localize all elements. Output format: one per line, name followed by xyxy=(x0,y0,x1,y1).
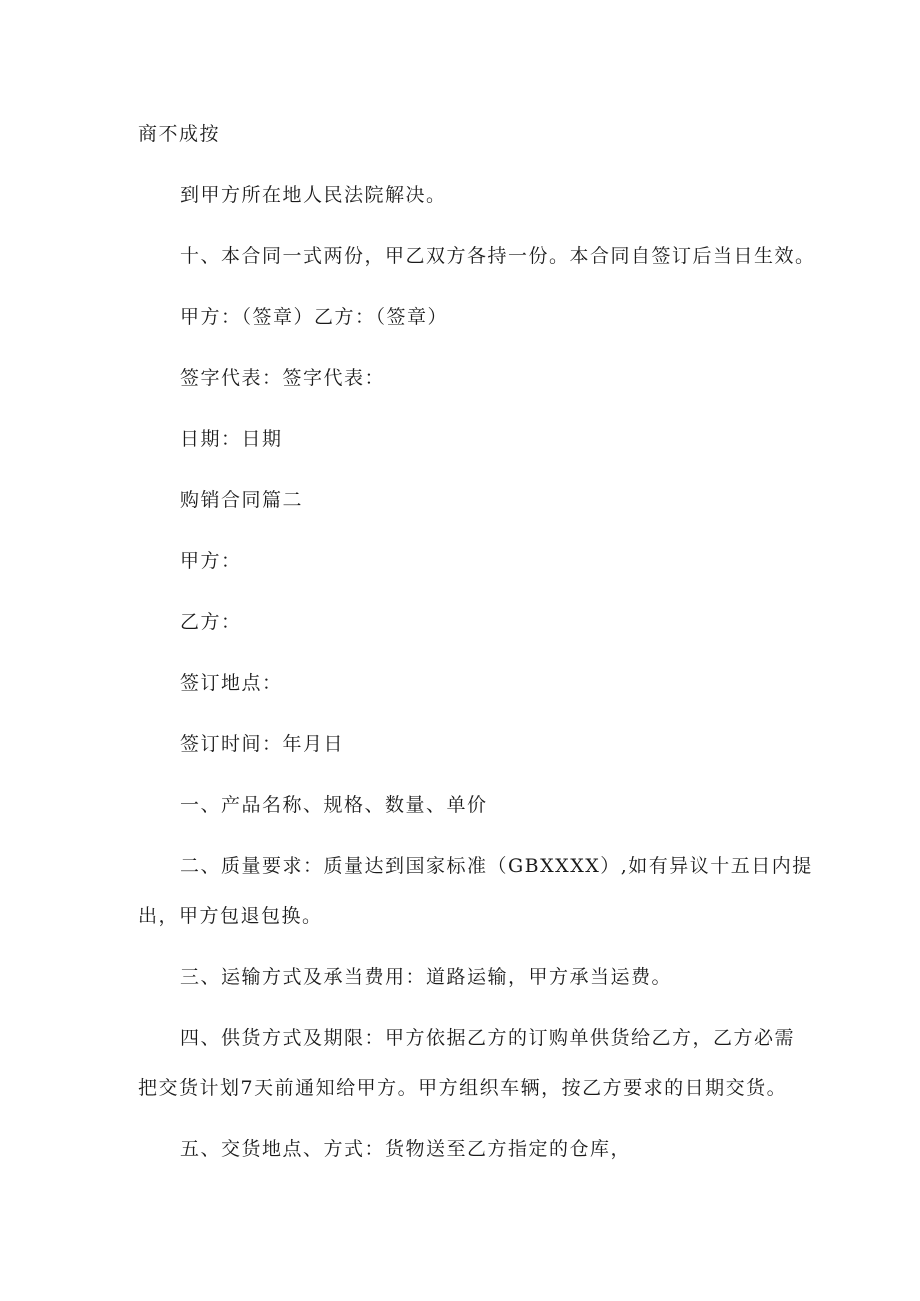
paragraph-line: 到甲方所在地人民法院解决。 xyxy=(180,184,447,206)
date-line: 日期：日期 xyxy=(180,428,283,450)
clause-line: 五、交货地点、方式：货物送至乙方指定的仓库， xyxy=(180,1138,632,1160)
clause-line: 三、运输方式及承当费用：道路运输，甲方承当运费。 xyxy=(180,966,673,988)
section-title: 购销合同篇二 xyxy=(180,489,304,511)
signing-place-line: 签订地点： xyxy=(180,672,283,694)
party-b-line: 乙方： xyxy=(180,611,242,633)
representative-line: 签字代表：签字代表： xyxy=(180,367,386,389)
paragraph-line: 商不成按 xyxy=(138,123,221,145)
clause-line: 出，甲方包退包换。 xyxy=(138,905,323,927)
clause-line: 二、质量要求：质量达到国家标准（GBXXXX）,如有异议十五日内提 xyxy=(180,855,813,877)
signing-time-line: 签订时间：年月日 xyxy=(180,733,345,755)
signature-line: 甲方：（签章）乙方：（签章） xyxy=(180,306,449,328)
clause-line: 一、产品名称、规格、数量、单价 xyxy=(180,794,488,816)
clause-line: 四、供货方式及期限：甲方依据乙方的订购单供货给乙方，乙方必需 xyxy=(180,1027,796,1049)
paragraph-line: 十、本合同一式两份，甲乙双方各持一份。本合同自签订后当日生效。 xyxy=(180,245,816,267)
clause-line: 把交货计划7天前通知给甲方。甲方组织车辆，按乙方要求的日期交货。 xyxy=(138,1077,788,1099)
party-a-line: 甲方： xyxy=(180,550,242,572)
